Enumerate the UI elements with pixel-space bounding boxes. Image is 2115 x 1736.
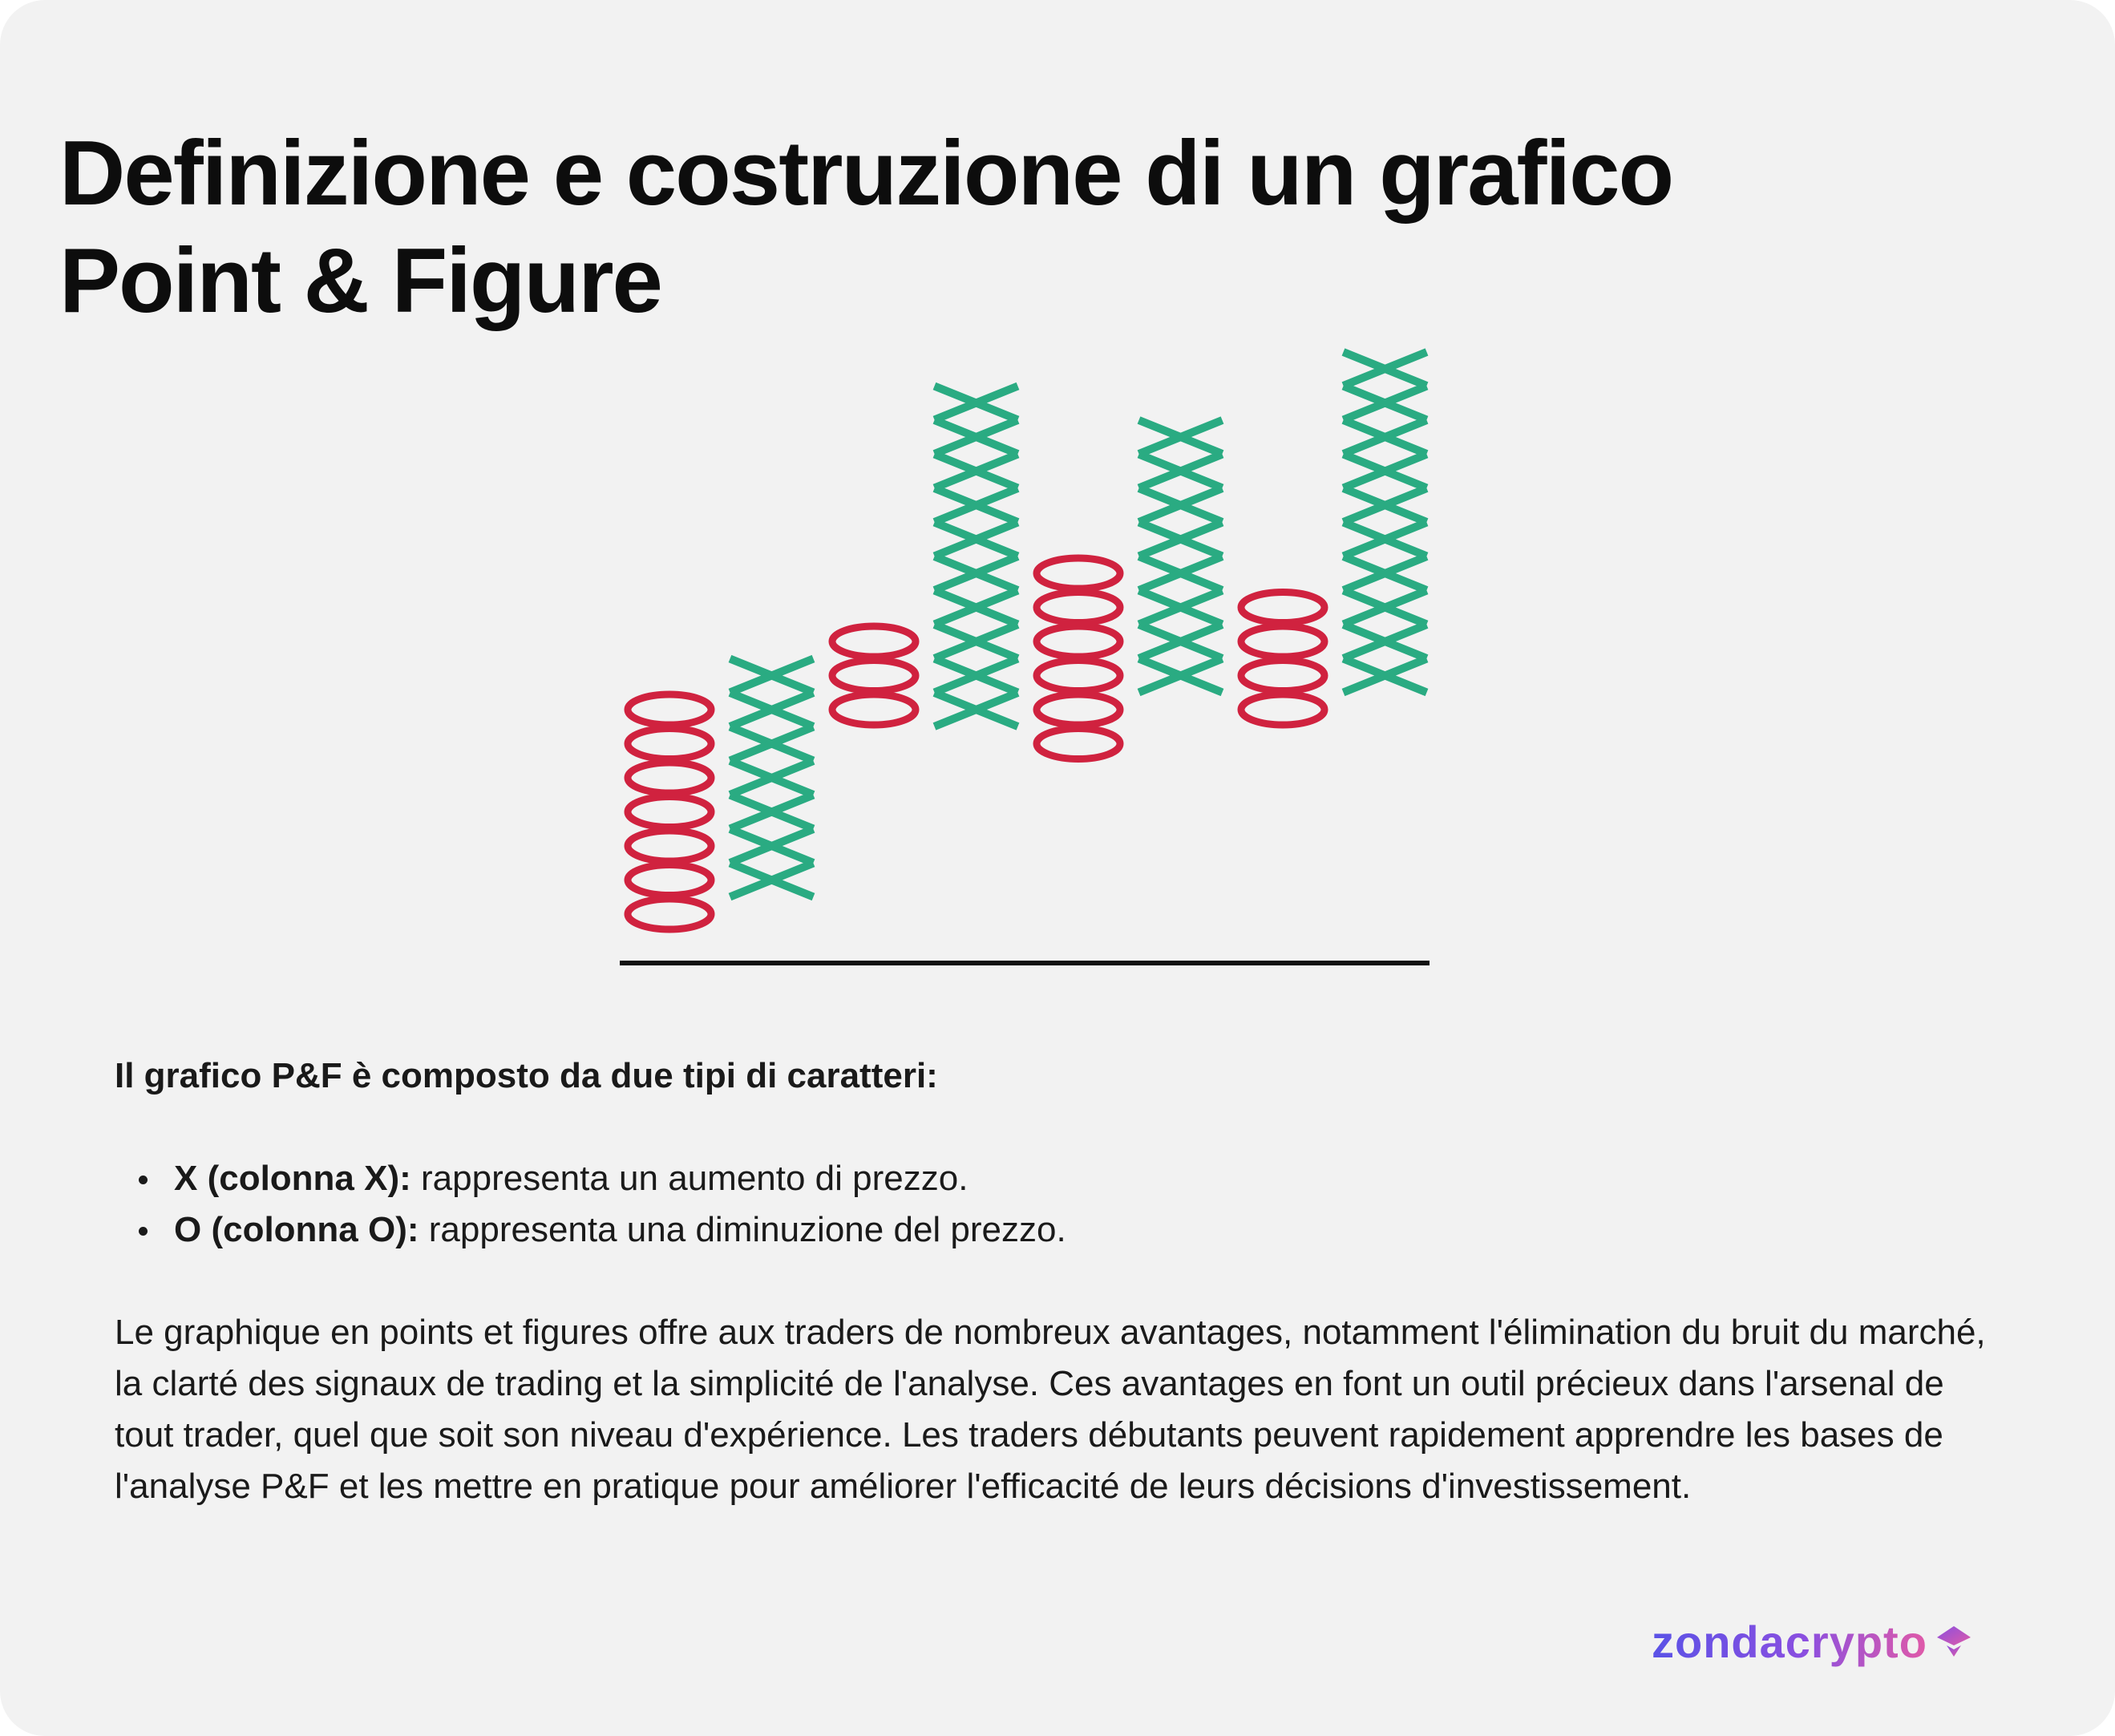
o-mark: [832, 626, 916, 657]
x-mark: [1344, 488, 1427, 522]
title-line-2: Point & Figure: [59, 230, 661, 332]
o-mark: [1241, 661, 1324, 691]
x-mark: [1344, 455, 1427, 488]
o-mark: [1241, 593, 1324, 623]
x-mark: [935, 420, 1018, 454]
brand-logo: [1652, 1613, 2012, 1669]
x-mark: [935, 523, 1018, 556]
x-mark: [1139, 591, 1223, 625]
x-mark: [730, 693, 814, 726]
x-mark: [1344, 556, 1427, 590]
o-mark: [1037, 558, 1120, 589]
intro-text: Il grafico P&F è composto da due tipi di caratteri:: [115, 1056, 938, 1095]
o-mark: [628, 763, 711, 793]
x-mark: [1344, 591, 1427, 625]
x-mark: [935, 488, 1018, 522]
bullet-text-x: rappresenta un aumento di prezzo.: [410, 1159, 969, 1198]
bullet-term-o: O (colonna O):: [174, 1210, 419, 1249]
x-mark: [730, 761, 814, 795]
o-mark: [1037, 661, 1120, 691]
bullet-term-x: X (colonna X):: [174, 1159, 411, 1198]
o-mark: [1241, 694, 1324, 725]
o-mark: [628, 865, 711, 896]
o-mark: [628, 831, 711, 861]
o-mark: [1037, 694, 1120, 725]
zondacrypto-crown-icon: [1934, 1621, 1974, 1661]
x-mark: [1139, 625, 1223, 658]
o-mark: [832, 661, 916, 691]
bullet-text-o: rappresenta una diminuzione del prezzo.: [419, 1210, 1066, 1249]
x-mark: [935, 659, 1018, 693]
description: [115, 1050, 2007, 1512]
x-mark: [1139, 455, 1223, 488]
o-mark: [1241, 626, 1324, 657]
x-mark: [1139, 659, 1223, 693]
o-mark: [628, 694, 711, 725]
o-mark: [1037, 729, 1120, 759]
x-mark: [730, 659, 814, 693]
x-mark: [1344, 659, 1427, 693]
bullet-item-x: [115, 1153, 2007, 1204]
o-mark: [832, 694, 916, 725]
bullet-dot: [139, 1176, 148, 1184]
x-mark: [935, 386, 1018, 420]
bullet-item-o: [115, 1204, 2007, 1256]
bullet-dot: [139, 1227, 148, 1236]
x-mark: [1344, 420, 1427, 454]
o-mark: [628, 899, 711, 929]
x-mark: [935, 455, 1018, 488]
x-mark: [1344, 386, 1427, 420]
x-mark: [935, 625, 1018, 658]
x-mark: [935, 556, 1018, 590]
x-mark: [730, 829, 814, 863]
logo-wordmark: zondacrypto: [1652, 1616, 1927, 1667]
o-mark: [1037, 593, 1120, 623]
x-mark: [935, 591, 1018, 625]
bullet-list: [115, 1153, 2007, 1256]
x-mark: [730, 795, 814, 829]
x-mark: [1139, 488, 1223, 522]
x-mark: [730, 864, 814, 897]
x-mark: [730, 727, 814, 761]
o-mark: [628, 729, 711, 759]
x-mark: [1139, 556, 1223, 590]
x-mark: [1344, 352, 1427, 386]
x-mark: [1139, 420, 1223, 454]
title-line-1: Definizione e costruzione di un grafico: [59, 123, 1673, 225]
pf-marks: [628, 352, 1427, 929]
body-paragraph: Le graphique en points et figures offre aux traders de nombreux avantages, notamment l'élimination du bruit du marché, la clarté des signaux de trading et la simplicité de l'analyse. Ces avantages en font un outil précieux dans l'arsenal de tout trader, quel que soit son niveau d'expérience. Les traders débutants peuvent rapidement apprendre les bases de l'analyse P&F et les mettre en pratique pour améliorer l'efficacité de leurs décisions d'investissement.: [115, 1313, 1986, 1506]
x-mark: [1344, 625, 1427, 658]
o-mark: [1037, 626, 1120, 657]
x-mark: [1139, 523, 1223, 556]
x-mark: [1344, 523, 1427, 556]
o-mark: [628, 797, 711, 828]
x-mark: [935, 693, 1018, 726]
